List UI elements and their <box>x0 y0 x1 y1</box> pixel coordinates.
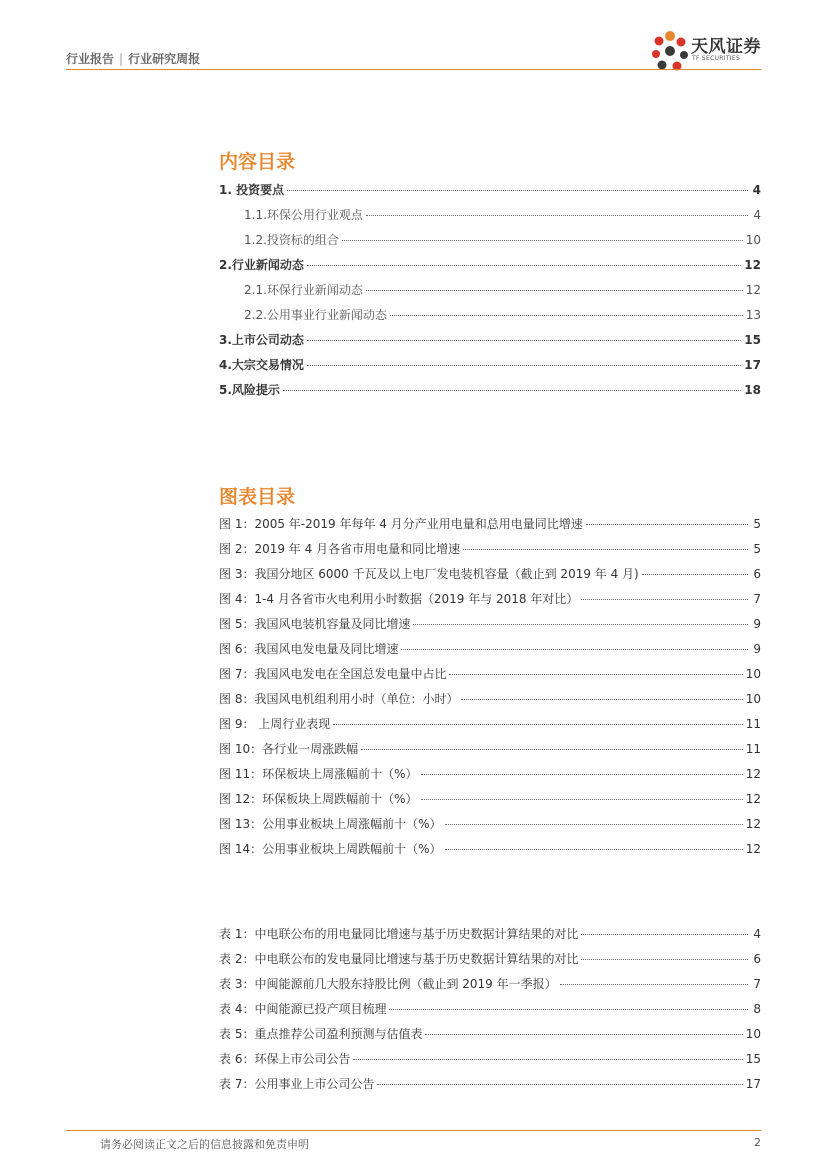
toc-leader-dots <box>560 984 748 985</box>
toc-entry-page: 4 <box>752 183 761 197</box>
toc-entry-page: 10 <box>745 692 761 706</box>
toc-leader-dots <box>581 934 748 935</box>
toc-entry[interactable] <box>219 565 761 583</box>
toc-entry[interactable] <box>219 1000 761 1018</box>
toc-entry-label: 图 5：我国风电装机容量及同比增速 <box>219 617 411 631</box>
toc-leader-dots <box>342 240 743 241</box>
toc-entry[interactable] <box>244 231 761 249</box>
toc-leader-dots <box>581 599 748 600</box>
toc-entry[interactable] <box>219 256 761 274</box>
report-category: 行业报告 <box>66 52 115 66</box>
toc-leader-dots <box>461 699 742 700</box>
toc-leader-dots <box>581 959 748 960</box>
toc-entry-page: 9 <box>753 642 761 656</box>
toc-entry[interactable] <box>219 1075 761 1093</box>
toc-entry-label: 图 11：环保板块上周涨幅前十（%） <box>219 767 418 781</box>
toc-entry-page: 13 <box>745 308 761 322</box>
toc-leader-dots <box>333 724 742 725</box>
toc-entry[interactable] <box>219 840 761 858</box>
toc-leader-dots <box>421 774 743 775</box>
logo-chinese-name: 天风证券 <box>691 37 761 57</box>
toc-entry-label: 表 6：环保上市公司公告 <box>219 1052 351 1066</box>
company-logo <box>650 28 765 72</box>
toc-entry-page: 6 <box>753 567 761 581</box>
toc-entry[interactable] <box>219 181 761 199</box>
toc-leader-dots <box>307 340 741 341</box>
toc-entry[interactable] <box>219 665 761 683</box>
toc-entry[interactable] <box>219 690 761 708</box>
toc-leader-dots <box>307 265 741 266</box>
toc-entry-label: 图 7：我国风电发电在全国总发电量中占比 <box>219 667 447 681</box>
toc-entry-page: 12 <box>744 258 761 272</box>
logo-flower-icon <box>650 28 692 72</box>
toc-entry-label: 表 7：公用事业上市公司公告 <box>219 1077 375 1091</box>
toc-entry-page: 5 <box>753 542 761 556</box>
toc-entry-page: 18 <box>744 383 761 397</box>
toc-leader-dots <box>445 849 743 850</box>
toc-leader-dots <box>586 524 748 525</box>
toc-entry-label: 表 4：中闽能源已投产项目梳理 <box>219 1002 387 1016</box>
toc-entry-label: 表 1：中电联公布的用电量同比增速与基于历史数据计算结果的对比 <box>219 927 579 941</box>
toc-entry[interactable] <box>244 206 761 224</box>
toc-entry-page: 5 <box>753 517 761 531</box>
toc-entry-label: 图 8：我国风电机组利用小时（单位：小时） <box>219 692 459 706</box>
toc-entry[interactable] <box>219 615 761 633</box>
toc-entry-label: 图 14：公用事业板块上周跌幅前十（%） <box>219 842 442 856</box>
toc-leader-dots <box>463 549 748 550</box>
toc-entry[interactable] <box>219 975 761 993</box>
toc-entry[interactable] <box>219 715 761 733</box>
toc-entry[interactable] <box>219 590 761 608</box>
toc-entry[interactable] <box>219 765 761 783</box>
toc-entry-page: 12 <box>745 817 761 831</box>
toc-leader-dots <box>390 315 743 316</box>
toc-entry-label: 1.1.环保公用行业观点 <box>244 208 363 222</box>
toc-entry[interactable] <box>244 281 761 299</box>
toc-entry[interactable] <box>219 925 761 943</box>
toc-entry-page: 17 <box>745 1077 761 1091</box>
toc-entry[interactable] <box>219 815 761 833</box>
toc-entry-page: 7 <box>753 592 761 606</box>
toc-entry-label: 2.2.公用事业行业新闻动态 <box>244 308 387 322</box>
contents-title: 内容目录 <box>219 151 296 173</box>
toc-entry-label: 2.1.环保行业新闻动态 <box>244 283 363 297</box>
toc-leader-dots <box>283 390 741 391</box>
toc-entry-label: 图 9： 上周行业表现 <box>219 717 331 731</box>
toc-entry-page: 12 <box>745 767 761 781</box>
toc-entry[interactable] <box>219 790 761 808</box>
toc-entry[interactable] <box>219 1050 761 1068</box>
toc-leader-dots <box>445 824 743 825</box>
toc-entry-label: 2.行业新闻动态 <box>219 258 304 272</box>
toc-entry-page: 7 <box>753 977 761 991</box>
toc-leader-dots <box>425 1034 742 1035</box>
toc-entry-page: 11 <box>745 717 761 731</box>
toc-entry-page: 15 <box>745 1052 761 1066</box>
toc-entry-page: 4 <box>753 927 761 941</box>
toc-leader-dots <box>307 365 741 366</box>
toc-entry-label: 表 2：中电联公布的发电量同比增速与基于历史数据计算结果的对比 <box>219 952 579 966</box>
toc-entry-page: 9 <box>753 617 761 631</box>
toc-entry-page: 8 <box>753 1002 761 1016</box>
toc-entry-page: 11 <box>745 742 761 756</box>
toc-entry-label: 图 6：我国风电发电量及同比增速 <box>219 642 399 656</box>
toc-entry-label: 5.风险提示 <box>219 383 280 397</box>
toc-entry-page: 12 <box>745 842 761 856</box>
toc-entry-label: 图 3：我国分地区 6000 千瓦及以上电厂发电装机容量（截止到 2019 年 4 月) <box>219 567 639 581</box>
toc-entry[interactable] <box>219 1025 761 1043</box>
toc-entry[interactable] <box>219 381 761 399</box>
toc-entry[interactable] <box>219 331 761 349</box>
toc-entry-label: 图 2：2019 年 4 月各省市用电量和同比增速 <box>219 542 461 556</box>
toc-leader-dots <box>361 749 743 750</box>
footer-divider <box>66 1130 761 1131</box>
toc-entry-page: 12 <box>745 283 761 297</box>
toc-entry-page: 17 <box>744 358 761 372</box>
header-divider <box>66 69 761 70</box>
toc-entry-page: 10 <box>745 1027 761 1041</box>
toc-entry-label: 图 1：2005 年-2019 年每年 4 月分产业用电量和总用电量同比增速 <box>219 517 583 531</box>
toc-leader-dots <box>366 215 748 216</box>
toc-leader-dots <box>353 1059 742 1060</box>
toc-leader-dots <box>287 190 748 191</box>
footer-page-number: 2 <box>754 1136 761 1149</box>
toc-leader-dots <box>366 290 743 291</box>
toc-entry-label: 图 12：环保板块上周跌幅前十（%） <box>219 792 418 806</box>
toc-leader-dots <box>642 574 748 575</box>
toc-entry-label: 图 13：公用事业板块上周涨幅前十（%） <box>219 817 442 831</box>
header-separator: | <box>119 52 124 66</box>
toc-entry-label: 1. 投资要点 <box>219 183 285 197</box>
report-header <box>66 50 200 67</box>
toc-entry-page: 4 <box>753 208 761 222</box>
toc-entry-page: 12 <box>745 792 761 806</box>
footer-disclaimer: 请务必阅读正文之后的信息披露和免责申明 <box>100 1138 309 1151</box>
toc-leader-dots <box>421 799 743 800</box>
toc-entry-label: 表 5：重点推荐公司盈利预测与估值表 <box>219 1027 423 1041</box>
toc-entry-page: 10 <box>745 233 761 247</box>
toc-entry[interactable] <box>219 515 761 533</box>
toc-leader-dots <box>401 649 748 650</box>
toc-entry-label: 表 3：中闽能源前几大股东持股比例（截止到 2019 年一季报） <box>219 977 557 991</box>
toc-leader-dots <box>449 674 742 675</box>
toc-entry[interactable] <box>219 740 761 758</box>
toc-leader-dots <box>413 624 748 625</box>
report-subcategory: 行业研究周报 <box>128 52 201 66</box>
toc-entry-label: 1.2.投资标的组合 <box>244 233 339 247</box>
toc-entry[interactable] <box>219 640 761 658</box>
toc-entry-label: 4.大宗交易情况 <box>219 358 304 372</box>
toc-entry[interactable] <box>219 950 761 968</box>
toc-entry-page: 10 <box>745 667 761 681</box>
toc-leader-dots <box>389 1009 748 1010</box>
toc-entry-label: 图 10：各行业一周涨跌幅 <box>219 742 359 756</box>
toc-leader-dots <box>377 1084 742 1085</box>
toc-entry[interactable] <box>244 306 761 324</box>
toc-entry[interactable] <box>219 356 761 374</box>
figures-title: 图表目录 <box>219 486 296 508</box>
toc-entry-page: 15 <box>744 333 761 347</box>
toc-entry-label: 图 4：1-4 月各省市火电利用小时数据（2019 年与 2018 年对比） <box>219 592 579 606</box>
toc-entry-label: 3.上市公司动态 <box>219 333 304 347</box>
toc-entry[interactable] <box>219 540 761 558</box>
logo-english-name: TF SECURITIES <box>692 55 741 62</box>
toc-entry-page: 6 <box>753 952 761 966</box>
